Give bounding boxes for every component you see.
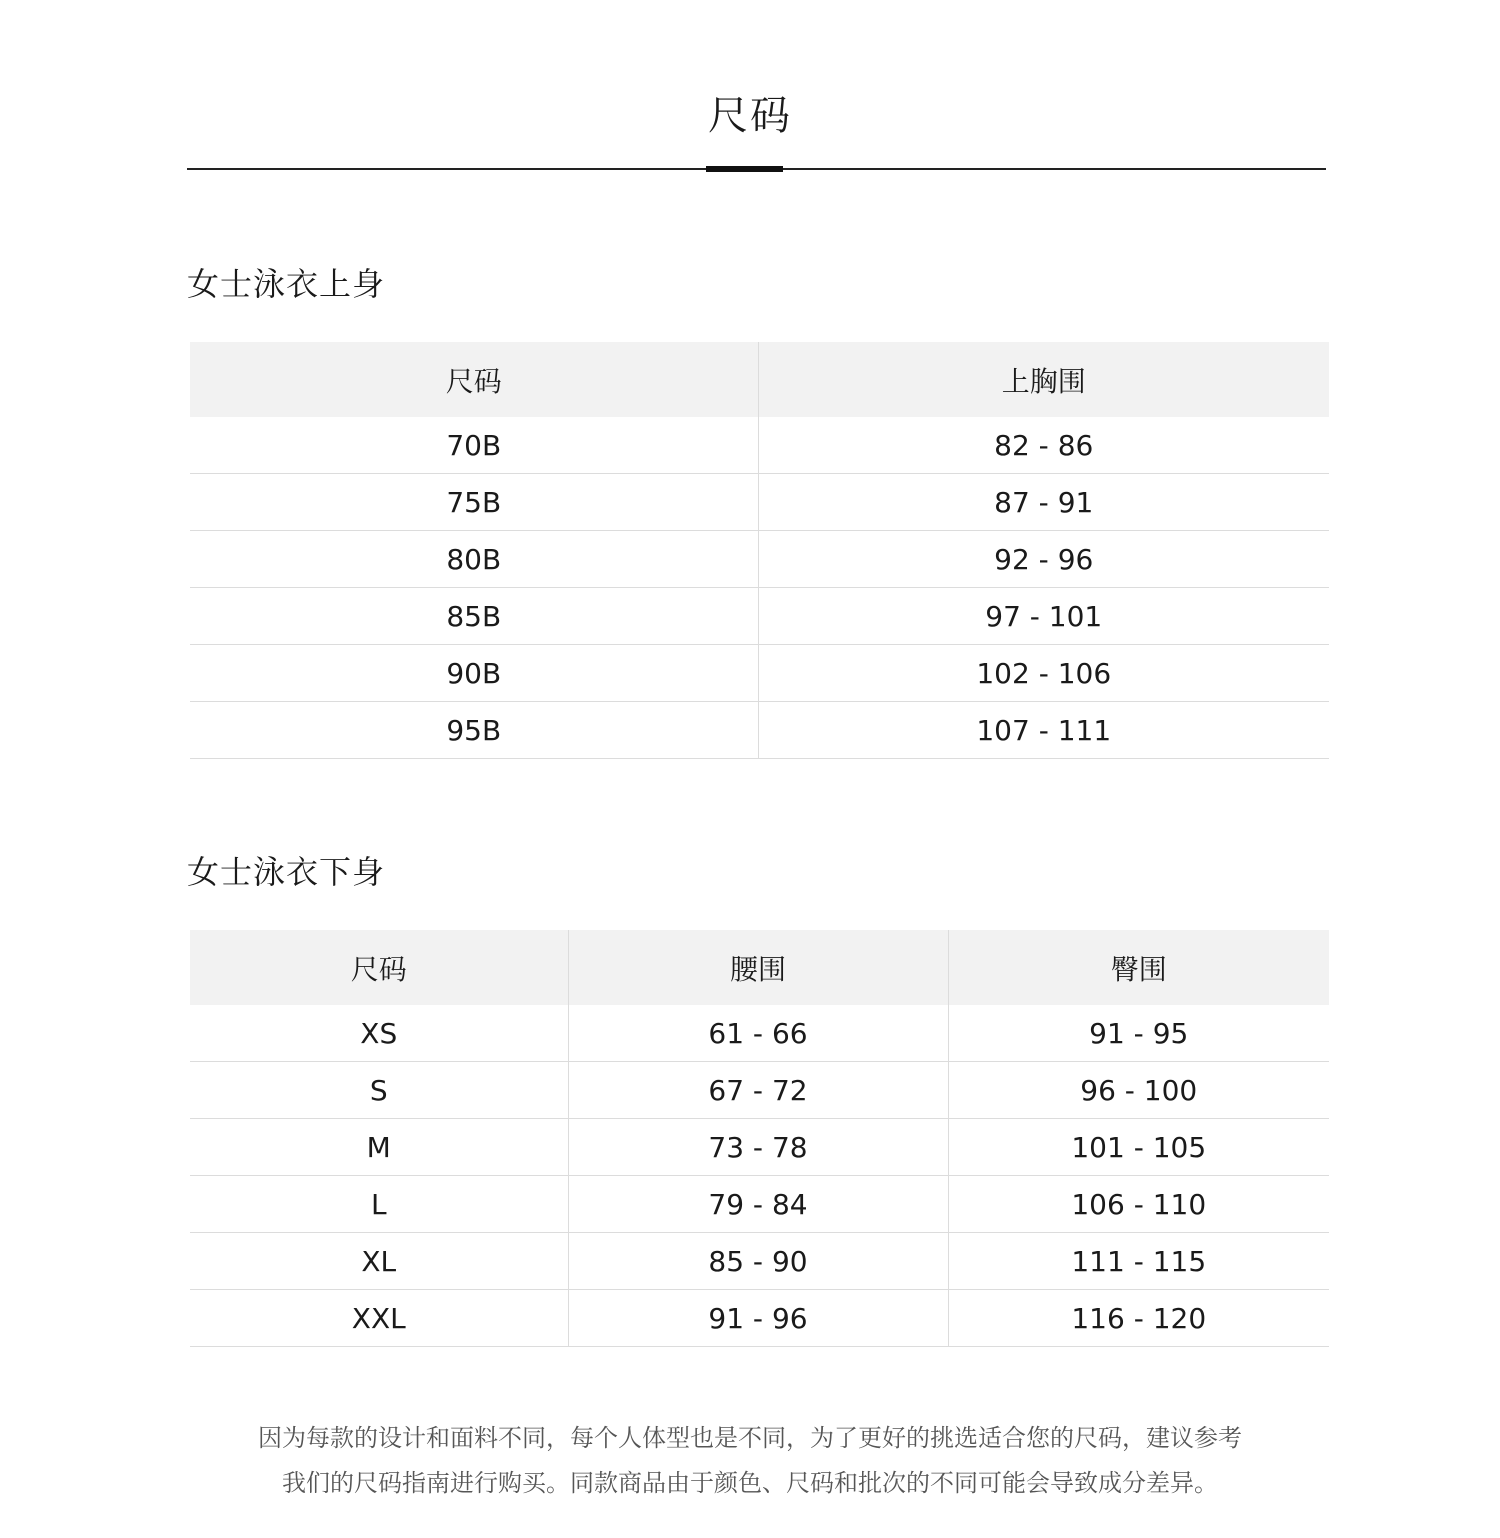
section-heading-top: 女士泳衣上身: [187, 265, 386, 303]
table-header-row: [190, 342, 1329, 417]
title-active-indicator: [706, 166, 783, 172]
cell-waist: 85 - 90: [568, 1233, 948, 1290]
table-row: [190, 1062, 1329, 1119]
table-row: [190, 645, 1329, 702]
cell-size: 75B: [190, 474, 758, 531]
column-header-upper-bust: 上胸围: [758, 342, 1329, 417]
page-title: 尺码: [708, 93, 792, 139]
cell-size: 70B: [190, 417, 758, 474]
cell-size: 85B: [190, 588, 758, 645]
column-header-size: 尺码: [190, 342, 758, 417]
cell-size: S: [190, 1062, 568, 1119]
cell-size: XXL: [190, 1290, 568, 1347]
cell-size: M: [190, 1119, 568, 1176]
cell-size: L: [190, 1176, 568, 1233]
table-row: [190, 702, 1329, 759]
section-heading-bottom: 女士泳衣下身: [187, 853, 386, 891]
cell-upper-bust: 107 - 111: [758, 702, 1329, 759]
cell-upper-bust: 82 - 86: [758, 417, 1329, 474]
table-row: [190, 1290, 1329, 1347]
cell-hip: 106 - 110: [948, 1176, 1329, 1233]
size-guide-note: [0, 1416, 1500, 1506]
cell-size: 95B: [190, 702, 758, 759]
cell-hip: 116 - 120: [948, 1290, 1329, 1347]
cell-waist: 67 - 72: [568, 1062, 948, 1119]
table-row: [190, 588, 1329, 645]
cell-size: 90B: [190, 645, 758, 702]
cell-waist: 79 - 84: [568, 1176, 948, 1233]
size-table-top: [190, 342, 1329, 759]
cell-waist: 73 - 78: [568, 1119, 948, 1176]
cell-upper-bust: 97 - 101: [758, 588, 1329, 645]
table-header-row: [190, 930, 1329, 1005]
note-line-2: 我们的尺码指南进行购买。同款商品由于颜色、尺码和批次的不同可能会导致成分差异。: [282, 1469, 1218, 1497]
table-row: [190, 417, 1329, 474]
cell-size: XS: [190, 1005, 568, 1062]
table-row: [190, 1233, 1329, 1290]
cell-upper-bust: 102 - 106: [758, 645, 1329, 702]
cell-hip: 91 - 95: [948, 1005, 1329, 1062]
cell-waist: 91 - 96: [568, 1290, 948, 1347]
table-row: [190, 1176, 1329, 1233]
cell-hip: 96 - 100: [948, 1062, 1329, 1119]
table-row: [190, 1005, 1329, 1062]
cell-size: 80B: [190, 531, 758, 588]
cell-hip: 101 - 105: [948, 1119, 1329, 1176]
cell-size: XL: [190, 1233, 568, 1290]
column-header-waist: 腰围: [568, 930, 948, 1005]
cell-upper-bust: 87 - 91: [758, 474, 1329, 531]
cell-waist: 61 - 66: [568, 1005, 948, 1062]
column-header-size: 尺码: [190, 930, 568, 1005]
column-header-hip: 臀围: [948, 930, 1329, 1005]
table-row: [190, 531, 1329, 588]
table-row: [190, 1119, 1329, 1176]
table-row: [190, 474, 1329, 531]
cell-upper-bust: 92 - 96: [758, 531, 1329, 588]
note-line-1: 因为每款的设计和面料不同，每个人体型也是不同，为了更好的挑选适合您的尺码，建议参考: [258, 1424, 1242, 1452]
cell-hip: 111 - 115: [948, 1233, 1329, 1290]
size-table-bottom: [190, 930, 1329, 1347]
